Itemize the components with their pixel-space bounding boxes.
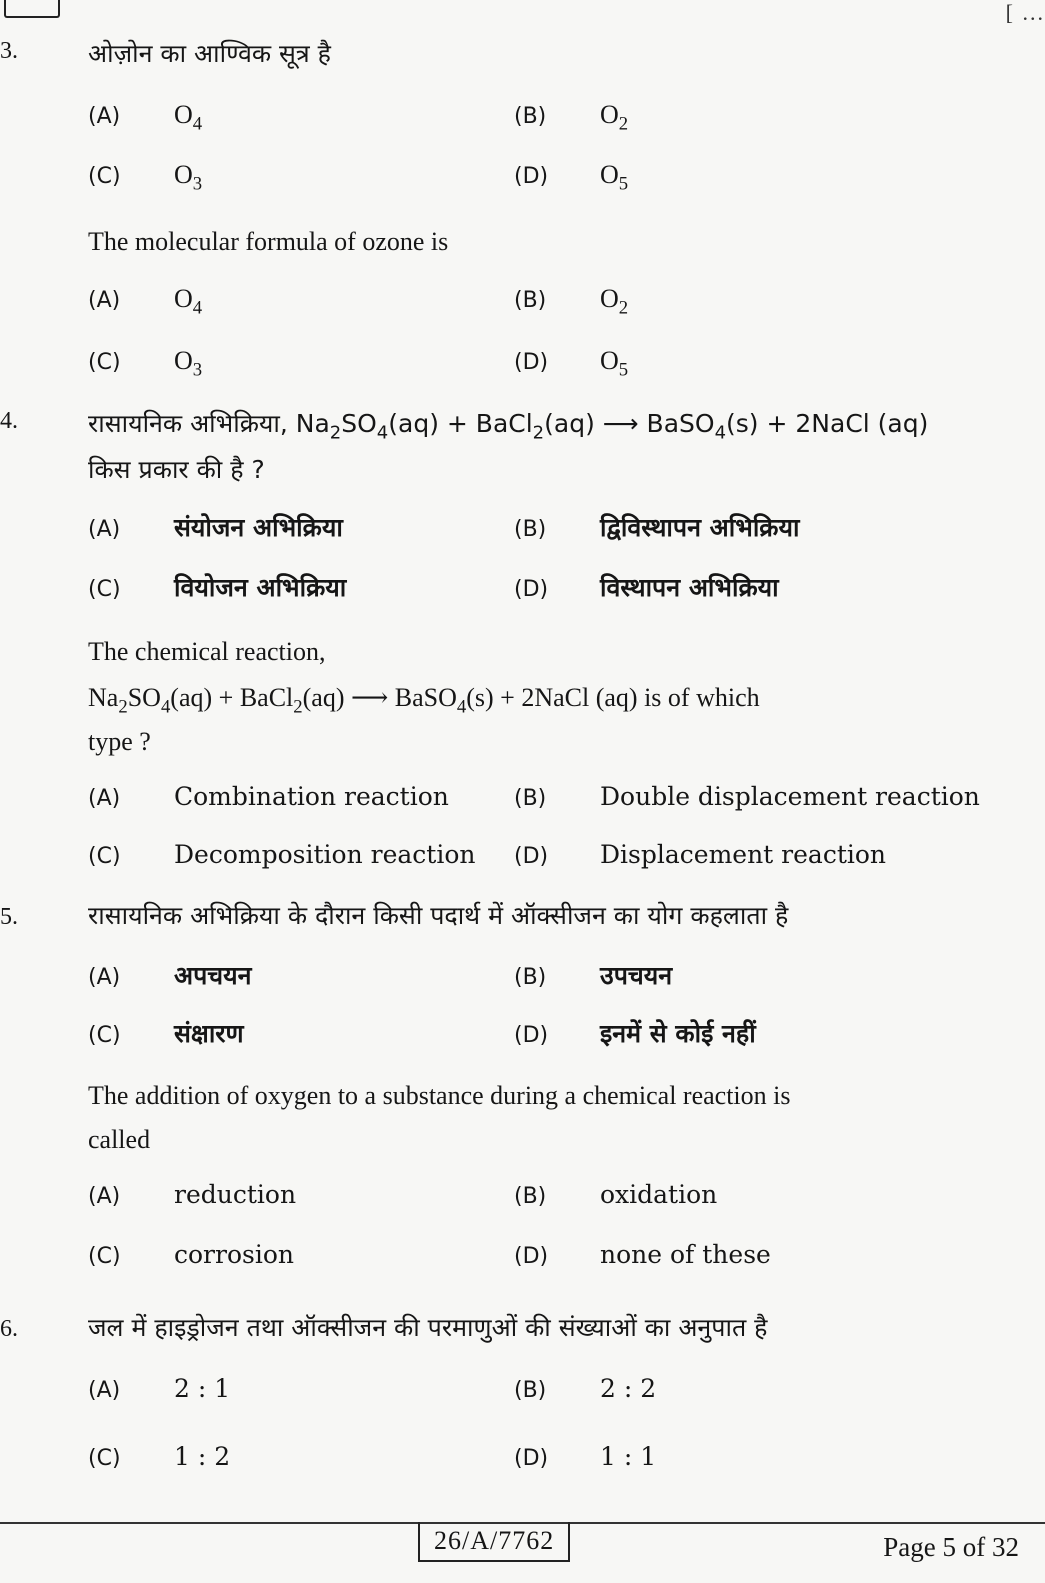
option-d [514, 840, 886, 870]
option-b [514, 1374, 656, 1404]
subscript: 2 [618, 113, 629, 135]
option-label: (C) [88, 1446, 121, 1471]
option-text [174, 284, 203, 319]
option-text: संयोजन अभिक्रिया [174, 513, 343, 542]
option-label: (D) [514, 1023, 549, 1048]
option-text: oxidation [600, 1180, 718, 1209]
option-c [88, 1240, 294, 1270]
option-text: संक्षारण [174, 1019, 244, 1048]
option-text: Displacement reaction [600, 840, 887, 869]
text-segment: SO [127, 683, 161, 712]
text-segment: O [600, 100, 619, 129]
option-label: (C) [88, 164, 121, 189]
option-label: (A) [88, 288, 121, 313]
option-text: 2 : 1 [174, 1374, 231, 1403]
option-d [514, 346, 628, 382]
question-stem-hindi [88, 894, 1025, 938]
text-segment: (aq) ⟶ BaSO [544, 409, 715, 438]
subscript: 4 [192, 297, 203, 319]
option-b [514, 1180, 717, 1210]
text-segment: (s) + 2NaCl (aq) [726, 409, 929, 438]
option-b [514, 510, 799, 544]
option-label: (B) [514, 1378, 547, 1403]
subscript: 2 [293, 696, 303, 718]
option-label: (C) [88, 1244, 121, 1269]
page-number: Page 5 of 32 [883, 1532, 1019, 1562]
option-label: (D) [514, 1244, 549, 1269]
subscript: 2 [618, 297, 629, 319]
text-segment: The molecular formula of ozone is [88, 227, 449, 256]
text-segment: (aq) ⟶ BaSO [302, 683, 457, 712]
option-text [174, 100, 203, 135]
subscript: 3 [192, 359, 203, 381]
option-text [600, 284, 629, 319]
option-b [514, 100, 628, 136]
option-a [88, 1374, 230, 1404]
option-label: (B) [514, 288, 547, 313]
option-label: (C) [88, 350, 121, 375]
option-a [88, 510, 343, 544]
subscript: 4 [456, 696, 467, 718]
option-text: इनमें से कोई नहीं [600, 1019, 756, 1048]
option-text: Double displacement reaction [600, 782, 980, 811]
option-text: Decomposition reaction [174, 840, 476, 869]
option-text: Combination reaction [174, 782, 449, 811]
option-a [88, 958, 252, 992]
option-text: अपचयन [174, 961, 252, 990]
question-stem-hindi [88, 1306, 1025, 1350]
question-stem-hindi-line2 [88, 448, 1025, 492]
question-stem-english-line3 [88, 720, 1025, 764]
option-c [88, 1442, 230, 1472]
option-text: corrosion [174, 1240, 294, 1269]
subscript: 2 [532, 422, 545, 444]
subscript: 2 [329, 422, 342, 444]
option-text [600, 346, 629, 381]
text-segment: type ? [88, 727, 151, 756]
option-text: none of these [600, 1240, 771, 1269]
option-text: reduction [174, 1180, 297, 1209]
subscript: 5 [618, 173, 629, 195]
option-c [88, 1016, 244, 1050]
question-number: 3. [0, 38, 18, 64]
text-segment: ओज़ोन का आण्विक सूत्र है [88, 39, 331, 68]
subscript: 4 [192, 113, 203, 135]
option-text: 1 : 1 [600, 1442, 657, 1471]
corner-mark [4, 0, 60, 18]
option-b [514, 958, 672, 992]
option-label: (D) [514, 577, 549, 602]
text-segment: The addition of oxygen to a substance during a chemical reaction is [88, 1081, 791, 1110]
option-label: (B) [514, 786, 547, 811]
option-text: 1 : 2 [174, 1442, 231, 1471]
subscript: 3 [192, 173, 203, 195]
option-label: (C) [88, 577, 121, 602]
question-stem-english-line2 [88, 1118, 1025, 1162]
option-label: (A) [88, 517, 121, 542]
option-b [514, 284, 628, 320]
option-d [514, 160, 628, 196]
text-segment: (aq) + BaCl [388, 409, 533, 438]
text-segment: O [174, 284, 193, 313]
option-text: वियोजन अभिक्रिया [174, 573, 347, 602]
option-text [600, 100, 629, 135]
option-c [88, 160, 202, 196]
option-a [88, 782, 449, 812]
option-label: (A) [88, 965, 121, 990]
text-segment: जल में हाइड्रोजन तथा ऑक्सीजन की परमाणुओं की संख्याओं का अनुपात है [88, 1313, 768, 1342]
text-segment: (s) + 2NaCl (aq) is of which [466, 683, 760, 712]
option-label: (A) [88, 1378, 121, 1403]
question-number: 6. [0, 1316, 18, 1342]
option-b [514, 782, 980, 812]
option-label: (B) [514, 517, 547, 542]
option-label: (A) [88, 104, 121, 129]
paper-code: 26/A/7762 [418, 1522, 570, 1562]
option-d [514, 1442, 656, 1472]
text-segment: SO [341, 409, 377, 438]
option-d [514, 1240, 771, 1270]
question-number: 5. [0, 904, 18, 930]
option-label: (B) [514, 965, 547, 990]
option-label: (D) [514, 164, 549, 189]
option-d [514, 570, 779, 604]
option-text [600, 160, 629, 195]
text-segment: O [174, 160, 193, 189]
text-segment: Na [88, 683, 119, 712]
option-label: (D) [514, 1446, 549, 1471]
text-segment: रासायनिक अभिक्रिया, Na [88, 409, 330, 438]
text-segment: called [88, 1125, 151, 1154]
option-label: (D) [514, 844, 549, 869]
option-d [514, 1016, 756, 1050]
subscript: 2 [118, 696, 128, 718]
option-label: (B) [514, 104, 547, 129]
option-text: द्विविस्थापन अभिक्रिया [600, 513, 800, 542]
option-c [88, 840, 475, 870]
question-stem-english [88, 630, 1025, 674]
option-text: उपचयन [600, 961, 673, 990]
option-a [88, 100, 202, 136]
text-segment: O [600, 160, 619, 189]
text-segment: O [174, 100, 193, 129]
option-a [88, 284, 202, 320]
text-segment: (aq) + BaCl [170, 683, 294, 712]
option-label: (A) [88, 1184, 121, 1209]
option-text [174, 346, 203, 381]
option-label: (D) [514, 350, 549, 375]
question-stem-english [88, 1074, 1025, 1118]
question-stem-english [88, 220, 1025, 264]
option-label: (A) [88, 786, 121, 811]
subscript: 4 [376, 422, 389, 444]
text-segment: O [600, 284, 619, 313]
option-label: (C) [88, 1023, 121, 1048]
corner-text: [ ... [1005, 0, 1045, 25]
text-segment: किस प्रकार की है ? [88, 455, 265, 484]
option-label: (C) [88, 844, 121, 869]
option-a [88, 1180, 296, 1210]
question-number: 4. [0, 408, 18, 434]
text-segment: The chemical reaction, [88, 637, 326, 666]
subscript: 5 [618, 359, 629, 381]
option-text [174, 160, 203, 195]
option-text: 2 : 2 [600, 1374, 657, 1403]
subscript: 4 [160, 696, 171, 718]
option-label: (B) [514, 1184, 547, 1209]
option-text: विस्थापन अभिक्रिया [600, 573, 779, 602]
option-c [88, 570, 346, 604]
option-c [88, 346, 202, 382]
text-segment: रासायनिक अभिक्रिया के दौरान किसी पदार्थ में ऑक्सीजन का योग कहलाता है [88, 901, 789, 930]
text-segment: O [174, 346, 193, 375]
subscript: 4 [714, 422, 727, 444]
text-segment: O [600, 346, 619, 375]
question-stem-hindi [88, 32, 1025, 76]
